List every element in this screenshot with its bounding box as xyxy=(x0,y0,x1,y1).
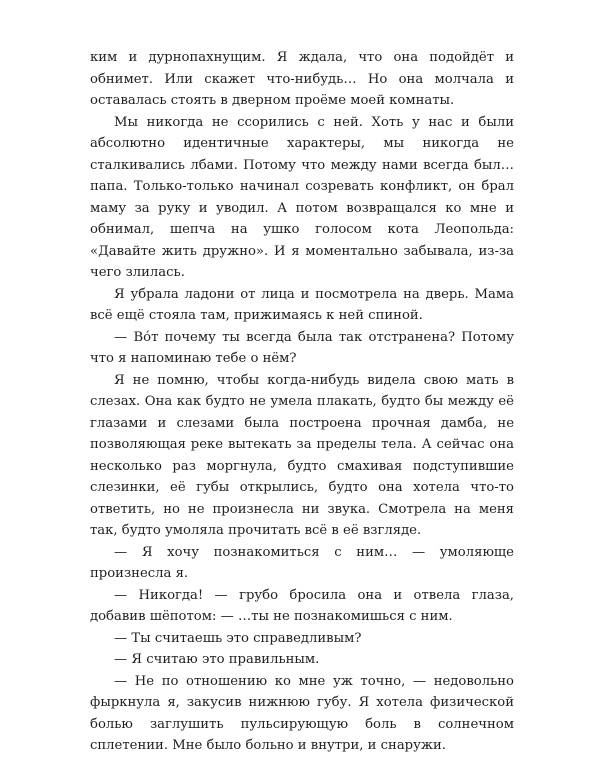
paragraph: ким и дурнопахнущим. Я ждала, что она подойдёт и обнимет. Или скажет что-нибудь… Но она молчала и оставалась стоять в дверном проёме моей комнаты. xyxy=(90,50,514,108)
dialogue-line: — Никогда! — грубо бросила она и отвела глаза, добавив шёпотом: — …ты не познакомишься с ним. xyxy=(90,587,514,624)
paragraph: Я убрала ладони от лица и посмотрела на дверь. Мама всё ещё стояла там, прижимаясь к ней спиной. xyxy=(90,286,514,323)
dialogue-line: — Ты считаешь это справедливым? xyxy=(114,630,362,646)
paragraph: Я не помню, чтобы когда-нибудь видела свою мать в слезах. Она как будто не умела плакать, будто бы между её глазами и слезами была построена прочная дамба, не позволяющая реке вытекать за пределы тела. А сейчас она несколько раз моргнула, будто смахивая подступившие слезинки, её губы открылись, будто она хотела что-то ответить, но не произнесла ни звука. Смотрела на меня так, будто умоляла прочитать всё в её взгляде. xyxy=(90,372,514,538)
dialogue-line: — Я хочу познакомиться с ним… — умоляюще произнесла я. xyxy=(90,544,514,581)
paragraph: Мы никогда не ссорились с ней. Хоть у нас и были абсолютно идентичные характеры, мы никогда не сталкивались лбами. Потому что между нами всегда был… папа. Только-только начинал созревать конфликт, он брал маму за руку и уводил. А потом возвращался ко мне и обнимал, шепча на ушко голосом кота Леопольда: «Давайте жить дружно». И я моментально забывала, из-за чего злилась. xyxy=(90,114,514,280)
dialogue-line: — Я считаю это правильным. xyxy=(114,652,320,667)
dialogue-line: — Не по отношению ко мне уж точно, — недовольно фыркнула я, закусив нижнюю губу. Я хотела физической болью заглушить пульсирующую боль в солнечном сплетении. Мне было больно и внутри, и снаружи. xyxy=(90,673,514,753)
dialogue-line: — Во́т почему ты всегда была так отстранена? Потому что я напоминаю тебе о нём? xyxy=(90,329,514,366)
book-page xyxy=(90,47,514,757)
